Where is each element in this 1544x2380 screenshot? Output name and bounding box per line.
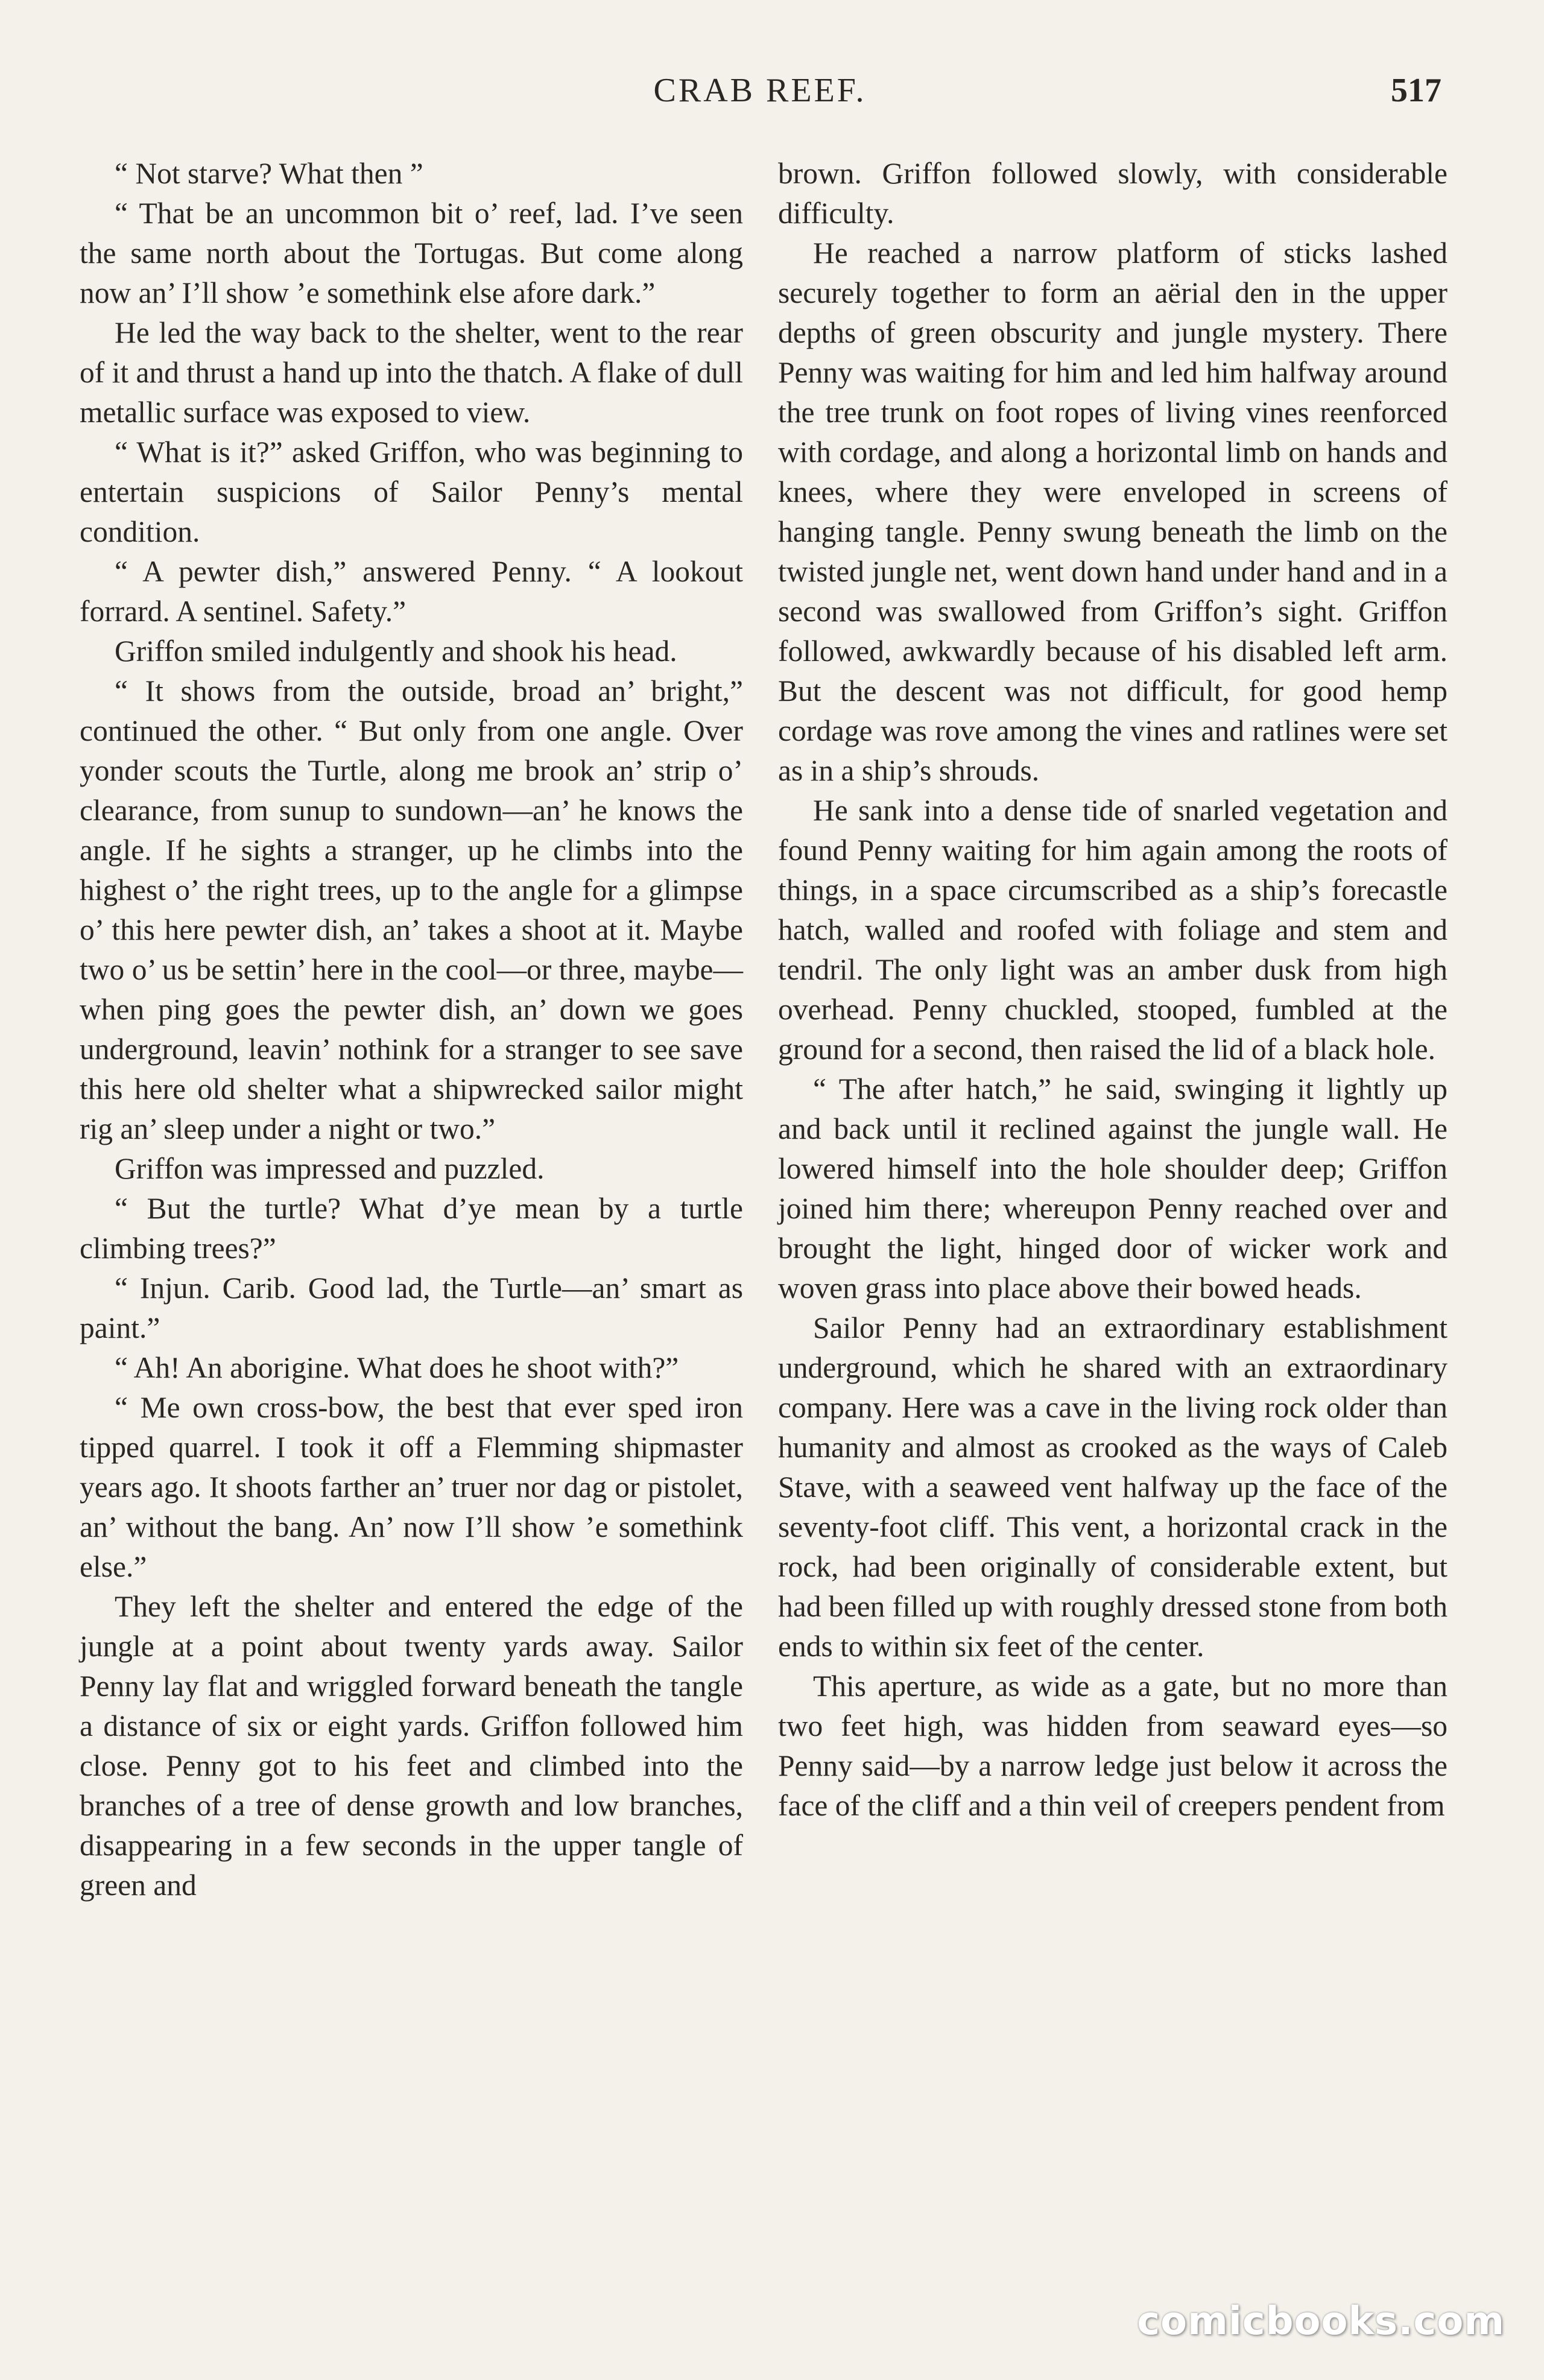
left-column: [80, 154, 743, 1905]
paragraph: “ Me own cross-bow, the best that ever sped iron tipped quarrel. I took it off a Flemming shipmaster years ago. It shoots farther an’ truer nor dag or pistolet, an’ without the bang. An’ now I’ll show ’e somethink else.”: [80, 1391, 743, 1583]
paragraph: brown. Griffon followed slowly, with considerable difficulty.: [778, 157, 1448, 230]
paragraph: “ Injun. Carib. Good lad, the Turtle—an’ smart as paint.”: [80, 1271, 743, 1344]
right-column: [778, 154, 1448, 1826]
paragraph: “ Not starve? What then ”: [115, 157, 423, 190]
watermark: comicbooks.com: [1137, 2299, 1505, 2344]
paragraph: Sailor Penny had an extraordinary establishment underground, which he shared with an extraordinary company. Here was a cave in the living rock older than humanity and almost as crooked as the ways of Caleb Stave, with a seaweed vent halfway up the face of the seventy-foot cliff. This vent, a horizontal crack in the rock, had been originally of considerable extent, but had been filled up with roughly dressed stone from both ends to within six feet of the center.: [778, 1311, 1448, 1663]
running-head: [78, 71, 1441, 125]
paragraph: “ A pewter dish,” answered Penny. “ A lookout forrard. A sentinel. Safety.”: [80, 555, 743, 628]
paragraph: Griffon was impressed and puzzled.: [115, 1152, 545, 1185]
running-title: CRAB REEF.: [653, 72, 867, 109]
paragraph: Griffon smiled indulgently and shook his head.: [115, 635, 677, 668]
paragraph: “ That be an uncommon bit o’ reef, lad. I’ve seen the same north about the Tortugas. But come along now an’ I’ll show ’e somethink else afore dark.”: [80, 197, 743, 309]
paragraph: “ But the turtle? What d’ye mean by a turtle climbing trees?”: [80, 1192, 743, 1265]
paragraph: “ It shows from the outside, broad an’ bright,” continued the other. “ But only from one angle. Over yonder scouts the Turtle, along me brook an’ strip o’ clearance, from sunup to sundown—an’ he knows the angle. If he sights a stranger, up he climbs into the highest o’ the right trees, up to the angle for a glimpse o’ this here pewter dish, an’ takes a shoot at it. Maybe two o’ us be settin’ here in the cool—or three, maybe—when ping goes the pewter dish, an’ down we goes underground, leavin’ nothink for a stranger to see save this here old shelter what a shipwrecked sailor might rig an’ sleep under a night or two.”: [80, 674, 743, 1145]
paragraph: “ The after hatch,” he said, swinging it lightly up and back until it reclined against the jungle wall. He lowered himself into the hole shoulder deep; Griffon joined him there; whereupon Penny reached over and brought the light, hinged door of wicker work and woven grass into place above their bowed heads.: [778, 1072, 1448, 1305]
paragraph: “ Ah! An aborigine. What does he shoot with?”: [115, 1351, 679, 1384]
paragraph: This aperture, as wide as a gate, but no more than two feet high, was hidden from seaward eyes—so Penny said—by a narrow ledge just below it across the face of the cliff and a thin veil of creepers pendent from: [778, 1669, 1448, 1822]
paragraph: He sank into a dense tide of snarled vegetation and found Penny waiting for him again among the roots of things, in a space circumscribed as a ship’s forecastle hatch, walled and roofed with foliage and stem and tendril. The only light was an amber dusk from high overhead. Penny chuckled, stooped, fumbled at the ground for a second, then raised the lid of a black hole.: [778, 794, 1448, 1066]
paragraph: He led the way back to the shelter, went to the rear of it and thrust a hand up into the thatch. A flake of dull metallic surface was exposed to view.: [80, 316, 743, 429]
paragraph: They left the shelter and entered the edge of the jungle at a point about twenty yards away. Sailor Penny lay flat and wriggled forward beneath the tangle a distance of six or eight yards. Griffon followed him close. Penny got to his feet and climbed into the branches of a tree of dense growth and low branches, disappearing in a few seconds in the upper tangle of green and: [80, 1590, 743, 1902]
paragraph: “ What is it?” asked Griffon, who was beginning to entertain suspicions of Sailor Penny’s mental condition.: [80, 435, 743, 548]
paragraph: He reached a narrow platform of sticks lashed securely together to form an aërial den in the upper depths of green obscurity and jungle mystery. There Penny was waiting for him and led him halfway around the tree trunk on foot ropes of living vines reenforced with cordage, and along a horizontal limb on hands and knees, where they were enveloped in screens of hanging tangle. Penny swung beneath the limb on the twisted jungle net, went down hand under hand and in a second was swallowed from Griffon’s sight. Griffon followed, awkwardly because of his disabled left arm. But the descent was not difficult, for good hemp cordage was rove among the vines and ratlines were set as in a ship’s shrouds.: [778, 236, 1448, 787]
page-number: 517: [1391, 72, 1441, 109]
